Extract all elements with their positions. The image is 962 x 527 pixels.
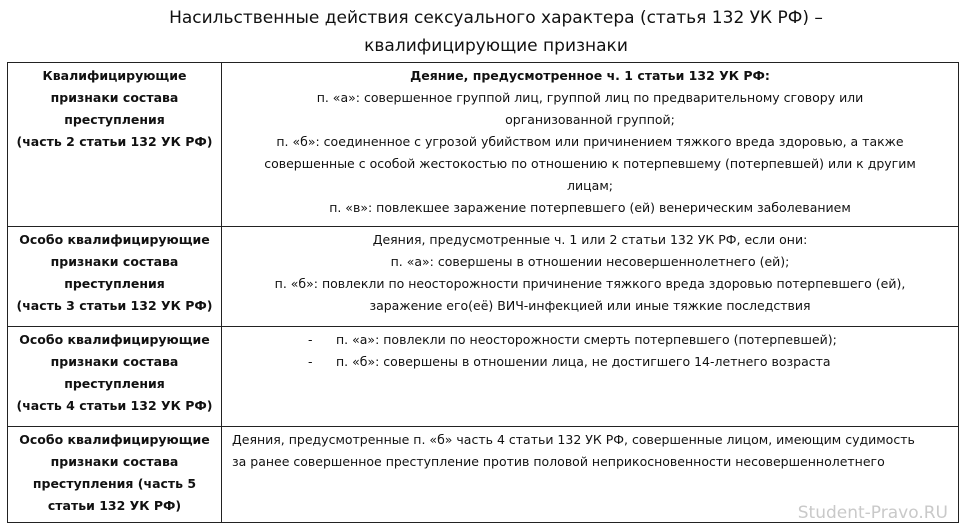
row-content-cell xyxy=(222,227,959,327)
table-row xyxy=(8,63,959,227)
content-heading: Деяние, предусмотренное ч. 1 статьи 132 УК РФ: xyxy=(410,68,770,83)
content-line: п. «в»: повлекшее заражение потерпевшего (ей) венерическим заболеванием xyxy=(329,200,851,215)
list-item xyxy=(228,351,952,373)
title-line-1: Насильственные действия сексуального характера (статья 132 УК РФ) – xyxy=(169,8,823,28)
row-label-line: Квалифицирующие xyxy=(42,68,187,83)
row-label-line: Особо квалифицирующие xyxy=(19,232,210,247)
row-content-cell xyxy=(222,327,959,427)
list-item xyxy=(228,329,952,351)
content-line: совершенные с особой жестокостью по отношению к потерпевшему (потерпевшей) или к другим xyxy=(264,156,916,171)
row-label-line: признаки состава xyxy=(50,354,179,369)
row-label-line: преступления xyxy=(64,276,165,291)
page-title xyxy=(0,4,962,60)
title-line-2: квалифицирующие признаки xyxy=(364,36,628,56)
row-label-line: признаки состава xyxy=(50,254,179,269)
content-line: п. «б»: соединенное с угрозой убийством или причинением тяжкого вреда здоровью, а также xyxy=(276,134,904,149)
row-label-line: признаки состава xyxy=(50,90,179,105)
qualifying-features-table xyxy=(7,62,959,523)
content-line: п. «а»: совершены в отношении несовершеннолетнего (ей); xyxy=(390,254,790,269)
content-line: за ранее совершенное преступление против половой неприкосновенности несовершеннолетнего xyxy=(232,454,885,469)
row-label-cell xyxy=(8,427,222,523)
row-label-cell xyxy=(8,227,222,327)
row-content-cell xyxy=(222,63,959,227)
row-label-line: статьи 132 УК РФ) xyxy=(47,498,182,513)
row-label-cell xyxy=(8,327,222,427)
row-label-line: (часть 3 статьи 132 УК РФ) xyxy=(16,298,213,313)
content-line: заражение его(её) ВИЧ-инфекцией или иные тяжкие последствия xyxy=(369,298,811,313)
content-line: лицам; xyxy=(567,178,613,193)
content-line: п. «б»: повлекли по неосторожности причинение тяжкого вреда здоровью потерпевшего (ей), xyxy=(274,276,906,291)
content-line: п. «а»: совершенное группой лиц, группой лиц по предварительному сговору или xyxy=(316,90,864,105)
table-row xyxy=(8,327,959,427)
row-label-line: преступления xyxy=(64,376,165,391)
content-line: п. «а»: повлекли по неосторожности смерть потерпевшего (потерпевшей); xyxy=(336,332,837,347)
content-line: п. «б»: совершены в отношении лица, не достигшего 14-летнего возраста xyxy=(336,354,831,369)
row-label-line: преступления (часть 5 xyxy=(32,476,197,491)
content-line: Деяния, предусмотренные п. «б» часть 4 статьи 132 УК РФ, совершенные лицом, имеющим судимость xyxy=(232,432,915,447)
row-label-line: преступления xyxy=(64,112,165,127)
table-row xyxy=(8,227,959,327)
list-bullet: - xyxy=(308,332,313,347)
row-label-line: (часть 2 статьи 132 УК РФ) xyxy=(16,134,213,149)
list-bullet: - xyxy=(308,354,313,369)
row-label-line: Особо квалифицирующие xyxy=(19,332,210,347)
content-line: организованной группой; xyxy=(505,112,675,127)
row-label-line: (часть 4 статьи 132 УК РФ) xyxy=(16,398,213,413)
watermark: Student-Pravo.RU xyxy=(797,503,948,523)
row-label-cell xyxy=(8,63,222,227)
content-line: Деяния, предусмотренные ч. 1 или 2 статьи 132 УК РФ, если они: xyxy=(372,232,808,247)
row-label-line: признаки состава xyxy=(50,454,179,469)
row-label-line: Особо квалифицирующие xyxy=(19,432,210,447)
